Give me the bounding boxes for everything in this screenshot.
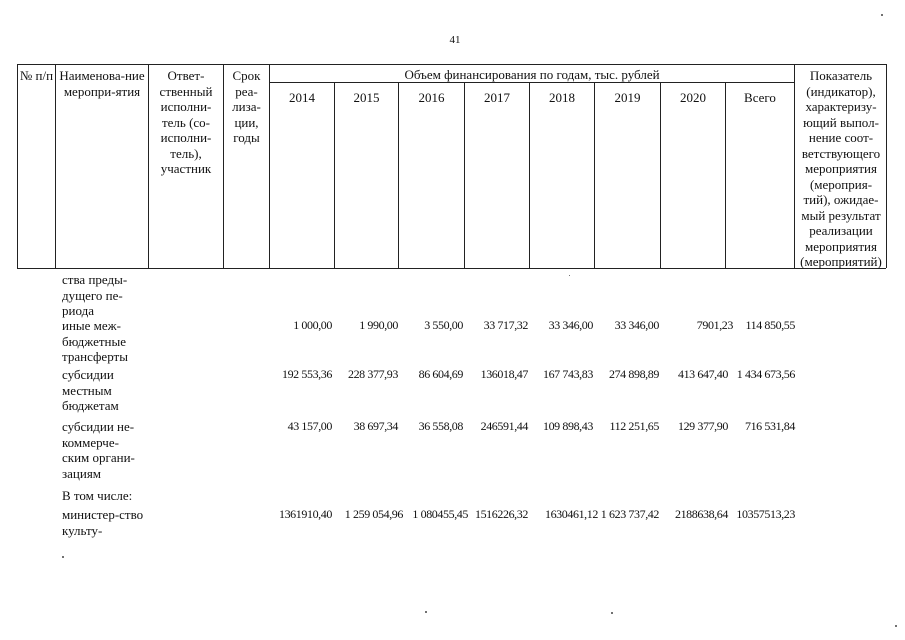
header-executor-col: Ответ-ственный исполни-тель (со-исполни-тель), участник	[159, 68, 213, 176]
value-cell: 1516226,32	[474, 507, 528, 521]
year-header-2020: 2020	[680, 90, 706, 105]
header-indicator-col: Показатель (индикатор), характеризу-ющий выпол-нение соот-ветствующего мероприятия (мероприя-тий), ожидае-мый результат реализации мероприятия (мероприятий)	[800, 68, 882, 269]
value-cell: 1 990,00	[359, 318, 398, 332]
row-label-including: В том числе:	[62, 488, 133, 503]
col-border-0	[17, 64, 18, 268]
page-number: 41	[449, 34, 461, 46]
value-cell: 167 743,83	[542, 367, 593, 381]
year-header-2019: 2019	[614, 90, 641, 105]
col-border-2	[148, 64, 149, 268]
year-header-2018: 2018	[549, 90, 575, 105]
value-cell: 1361910,40	[278, 507, 332, 521]
value-cell: 114 850,55	[745, 318, 795, 332]
value-cell: 1 080455,45	[412, 507, 468, 521]
col-border-12	[794, 64, 795, 268]
value-cell: 38 697,34	[353, 419, 398, 433]
year-header-2017: 2017	[484, 90, 510, 105]
row-label-ministry-culture: министер-ство культу-	[62, 507, 144, 538]
row-label-interbudget-transfers: иные меж-бюджетные трансферты	[62, 318, 128, 364]
value-cell: 109 898,43	[542, 419, 593, 433]
col-border-3	[223, 64, 224, 268]
value-cell: 1 000,00	[293, 318, 332, 332]
table-header-bottom-border	[17, 268, 886, 269]
value-cell: 228 377,93	[347, 367, 398, 381]
value-cell: 192 553,36	[281, 367, 332, 381]
value-cell: 1 623 737,42	[600, 507, 659, 521]
value-cell: 33 346,00	[548, 318, 593, 332]
col-border-5	[334, 83, 335, 268]
value-cell: 246591,44	[480, 419, 528, 433]
header-term-col: Срок реа-лиза-ции, годы	[232, 68, 261, 145]
value-cell: 716 531,84	[744, 419, 795, 433]
value-cell: 413 647,40	[677, 367, 728, 381]
row-label-local-subsidies: субсидии местным бюджетам	[62, 367, 119, 413]
col-border-8	[529, 83, 530, 268]
value-cell: 86 604,69	[418, 367, 463, 381]
value-cell: 36 558,08	[418, 419, 463, 433]
value-cell: 274 898,89	[608, 367, 659, 381]
year-header-2014: 2014	[289, 90, 315, 105]
value-cell: 3 550,00	[424, 318, 463, 332]
col-border-11	[725, 83, 726, 268]
scan-speck	[895, 625, 897, 627]
value-cell: 112 251,65	[609, 419, 659, 433]
year-header-2016: 2016	[418, 90, 445, 105]
header-funding-col: Объем финансирования по годам, тыс. рублей	[404, 67, 660, 82]
value-cell: 1630461,12	[544, 507, 598, 521]
value-cell: 2188638,64	[674, 507, 728, 521]
value-cell: 33 717,32	[483, 318, 528, 332]
scan-speck	[881, 14, 883, 16]
col-border-7	[464, 83, 465, 268]
scan-speck	[62, 556, 64, 558]
header-name-col: Наименова-ние меропри-ятия	[59, 68, 145, 99]
scan-speck	[611, 612, 613, 614]
year-header-2015: 2015	[353, 90, 380, 105]
scan-speck	[569, 275, 570, 276]
row-label-nonprofit-subsidies: субсидии не-коммерче-ским органи-зациям	[62, 419, 135, 481]
value-cell: 10357513,23	[736, 507, 795, 521]
value-cell: 43 157,00	[287, 419, 332, 433]
value-cell: 1 434 673,56	[736, 367, 795, 381]
value-cell: 136018,47	[480, 367, 528, 381]
value-cell: 1 259 054,96	[344, 507, 403, 521]
col-border-10	[660, 83, 661, 268]
scan-speck	[425, 611, 427, 613]
col-border-9	[594, 83, 595, 268]
value-cell: 33 346,00	[614, 318, 659, 332]
header-number-col: № п/п	[19, 68, 54, 83]
value-cell: 129 377,90	[677, 419, 728, 433]
col-border-13	[886, 64, 887, 268]
year-header-total: Всего	[744, 90, 776, 105]
row-label-previous-period: ства преды-дущего пе-риода	[62, 272, 128, 318]
value-cell: 7901,23	[696, 318, 733, 332]
col-border-6	[398, 83, 399, 268]
col-border-1	[55, 64, 56, 268]
